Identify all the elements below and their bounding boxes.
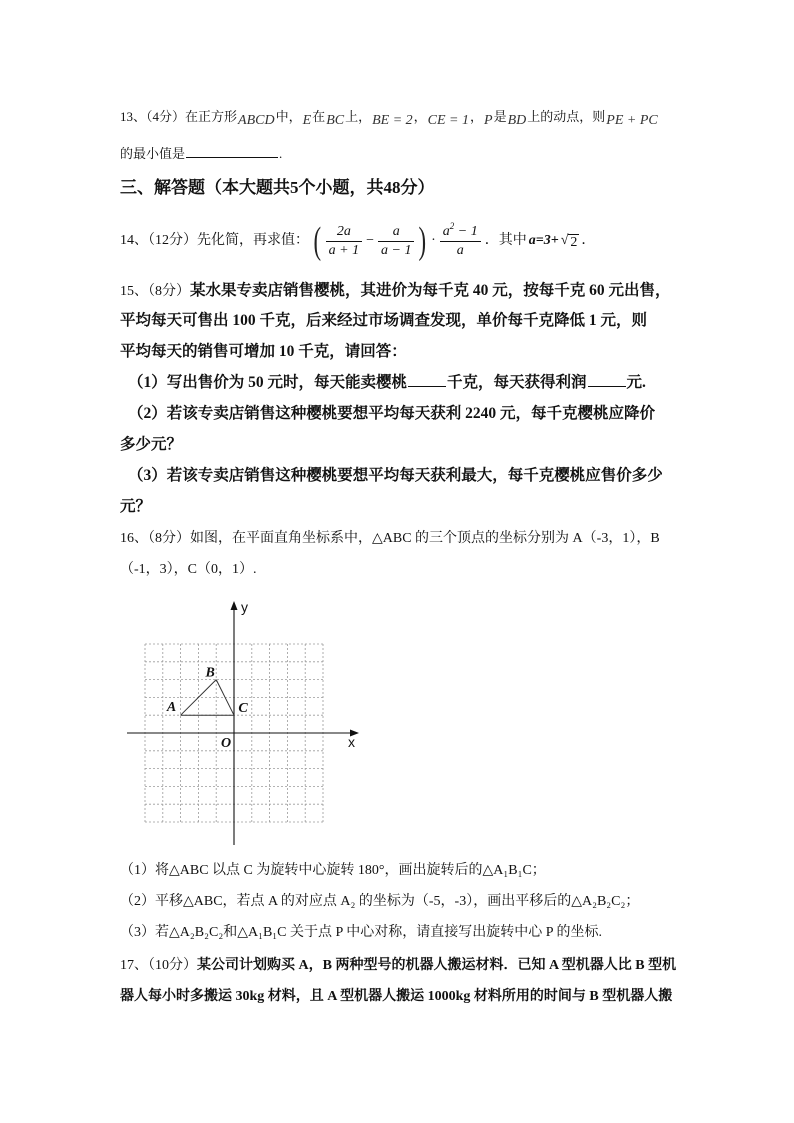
answer-blank	[408, 372, 446, 387]
q13-line2-text: 的最小值是	[120, 146, 186, 161]
fraction-1-numerator: 2a	[336, 223, 351, 239]
q13-math-ce: CE = 1	[427, 113, 470, 128]
q13-text: ，	[470, 109, 484, 124]
numerator-base: a	[442, 223, 450, 239]
q14-condition: a=3+	[528, 233, 559, 248]
q13-math-be: BE = 2	[372, 113, 413, 128]
fraction-2-numerator: a	[392, 223, 400, 239]
fraction-3-numerator	[440, 220, 481, 241]
q13-math-p: P	[484, 113, 493, 128]
q17-text: 某公司计划购买 A，B 两种型号的机器人搬运材料．已知 A 型机器人比 B 型机	[197, 958, 677, 973]
q13-math-pe-pc: PE + PC	[606, 113, 658, 128]
q13-text: 上的动点，则	[527, 109, 606, 124]
q13-text: 是	[493, 109, 507, 124]
q13-number: 13、（4分）	[120, 109, 186, 124]
q15-sub1-text: 元.	[626, 374, 646, 391]
q14-text: 先化简，再求值：	[197, 233, 309, 248]
q13-math-bc: BC	[326, 113, 345, 128]
y-axis-arrow-icon	[231, 601, 238, 610]
point-label-c: C	[238, 701, 248, 717]
point-label-a: A	[166, 700, 177, 716]
coordinate-diagram	[120, 595, 365, 850]
q15-sub-3-line-1: （3）若该专卖店销售这种樱桃要想平均每天获利最大，每千克樱桃应售价多少	[128, 467, 663, 484]
fraction-3-denominator: a	[440, 241, 481, 260]
q14-line	[120, 219, 595, 263]
q13-line2-end: .	[279, 146, 283, 161]
left-paren: (	[313, 220, 322, 262]
fraction-2	[378, 223, 414, 260]
answer-blank	[186, 143, 278, 158]
y-axis-label: y	[241, 599, 248, 615]
q17-number: 17、（10分）	[120, 958, 197, 973]
point-label-b: B	[205, 665, 215, 681]
q17-line-2: 器人每小时多搬运 30kg 材料，且 A 型机器人搬运 1000kg 材料所用的时间与 B 型机器人搬	[120, 989, 673, 1004]
q16-sub-3: （3）若△A₂B₂C₂和△A₁B₁C 关于点 P 中心对称，请直接写出旋转中心 P 的坐标.	[120, 925, 603, 940]
x-axis-label: x	[348, 734, 355, 750]
sqrt-argument: 2	[570, 235, 578, 250]
q16-line-1	[120, 529, 660, 549]
q15-sub-2-line-2: 多少元？	[120, 436, 183, 453]
multiply-dot: ·	[431, 233, 436, 248]
q14-number: 14、（12分）	[120, 233, 197, 248]
q13-math-bd: BD	[507, 113, 527, 128]
fraction-1	[326, 223, 362, 260]
q13-text: 在	[312, 109, 326, 124]
q13-line-1	[120, 107, 659, 128]
q13-line-2	[120, 143, 282, 164]
fraction-3	[440, 220, 481, 260]
answer-blank	[588, 372, 626, 387]
right-paren: )	[419, 220, 427, 262]
origin-label: O	[221, 736, 232, 751]
q16-text: 如图，在平面直角坐标系中，△ABC 的三个顶点的坐标分别为 A（-3，1），B	[190, 531, 660, 546]
section-title: 三、解答题（本大题共5个小题，共48分）	[120, 178, 435, 197]
q15-line-3: 平均每天的销售可增加 10 千克，请回答：	[120, 343, 407, 360]
fraction-2-denominator: a − 1	[378, 241, 414, 260]
q13-text: ，	[413, 109, 427, 124]
minus-sign: −	[366, 233, 375, 248]
q15-sub1-text: （1）写出售价为 50 元时，每天能卖樱桃	[128, 374, 408, 391]
q13-text: 上，	[345, 109, 372, 124]
q15-sub1-text: 千克，每天获得利润	[447, 374, 587, 391]
q16-sub-2: （2）平移△ABC，若点 A 的对应点 A₂ 的坐标为（-5，-3），画出平移后的△A₂B₂C₂；	[120, 894, 640, 909]
q14-formula	[311, 221, 483, 261]
q13-math-e: E	[302, 113, 312, 128]
q15-sub-2-line-1: （2）若该专卖店销售这种樱桃要想平均每天获利 2240 元，每千克樱桃应降价	[128, 405, 656, 422]
q15-sub-3-line-2: 元？	[120, 498, 152, 515]
q17-line-1	[120, 956, 676, 976]
q14-end: ．	[581, 233, 596, 248]
q15-line-1	[120, 280, 671, 303]
q15-line-2: 平均每天可售出 100 千克，后来经过市场调查发现，单价每千克降低 1 元，则	[120, 312, 648, 329]
q16-sub-1: （1）将△ABC 以点 C 为旋转中心旋转 180°，画出旋转后的△A₁B₁C；	[120, 863, 546, 878]
q13-text: 中，	[275, 109, 302, 124]
sqrt-expression	[561, 231, 580, 251]
q13-math-abcd: ABCD	[238, 113, 275, 128]
q15-sub-1	[128, 372, 646, 394]
fraction-1-denominator: a + 1	[326, 241, 362, 260]
q16-number: 16、（8分）	[120, 531, 190, 546]
q15-text: 某水果专卖店销售樱桃，其进价为每千克 40 元，按每千克 60 元出售，	[190, 282, 671, 299]
sqrt-icon: √	[560, 233, 569, 248]
q16-line-2: （-1，3），C（0，1）.	[120, 562, 257, 577]
q15-number: 15、（8分）	[120, 284, 190, 299]
numerator-rest: − 1	[454, 223, 478, 239]
q13-text: 在正方形	[185, 109, 238, 124]
numerator-exponent: 2	[449, 220, 455, 231]
q14-after-text: ．其中	[484, 233, 527, 248]
